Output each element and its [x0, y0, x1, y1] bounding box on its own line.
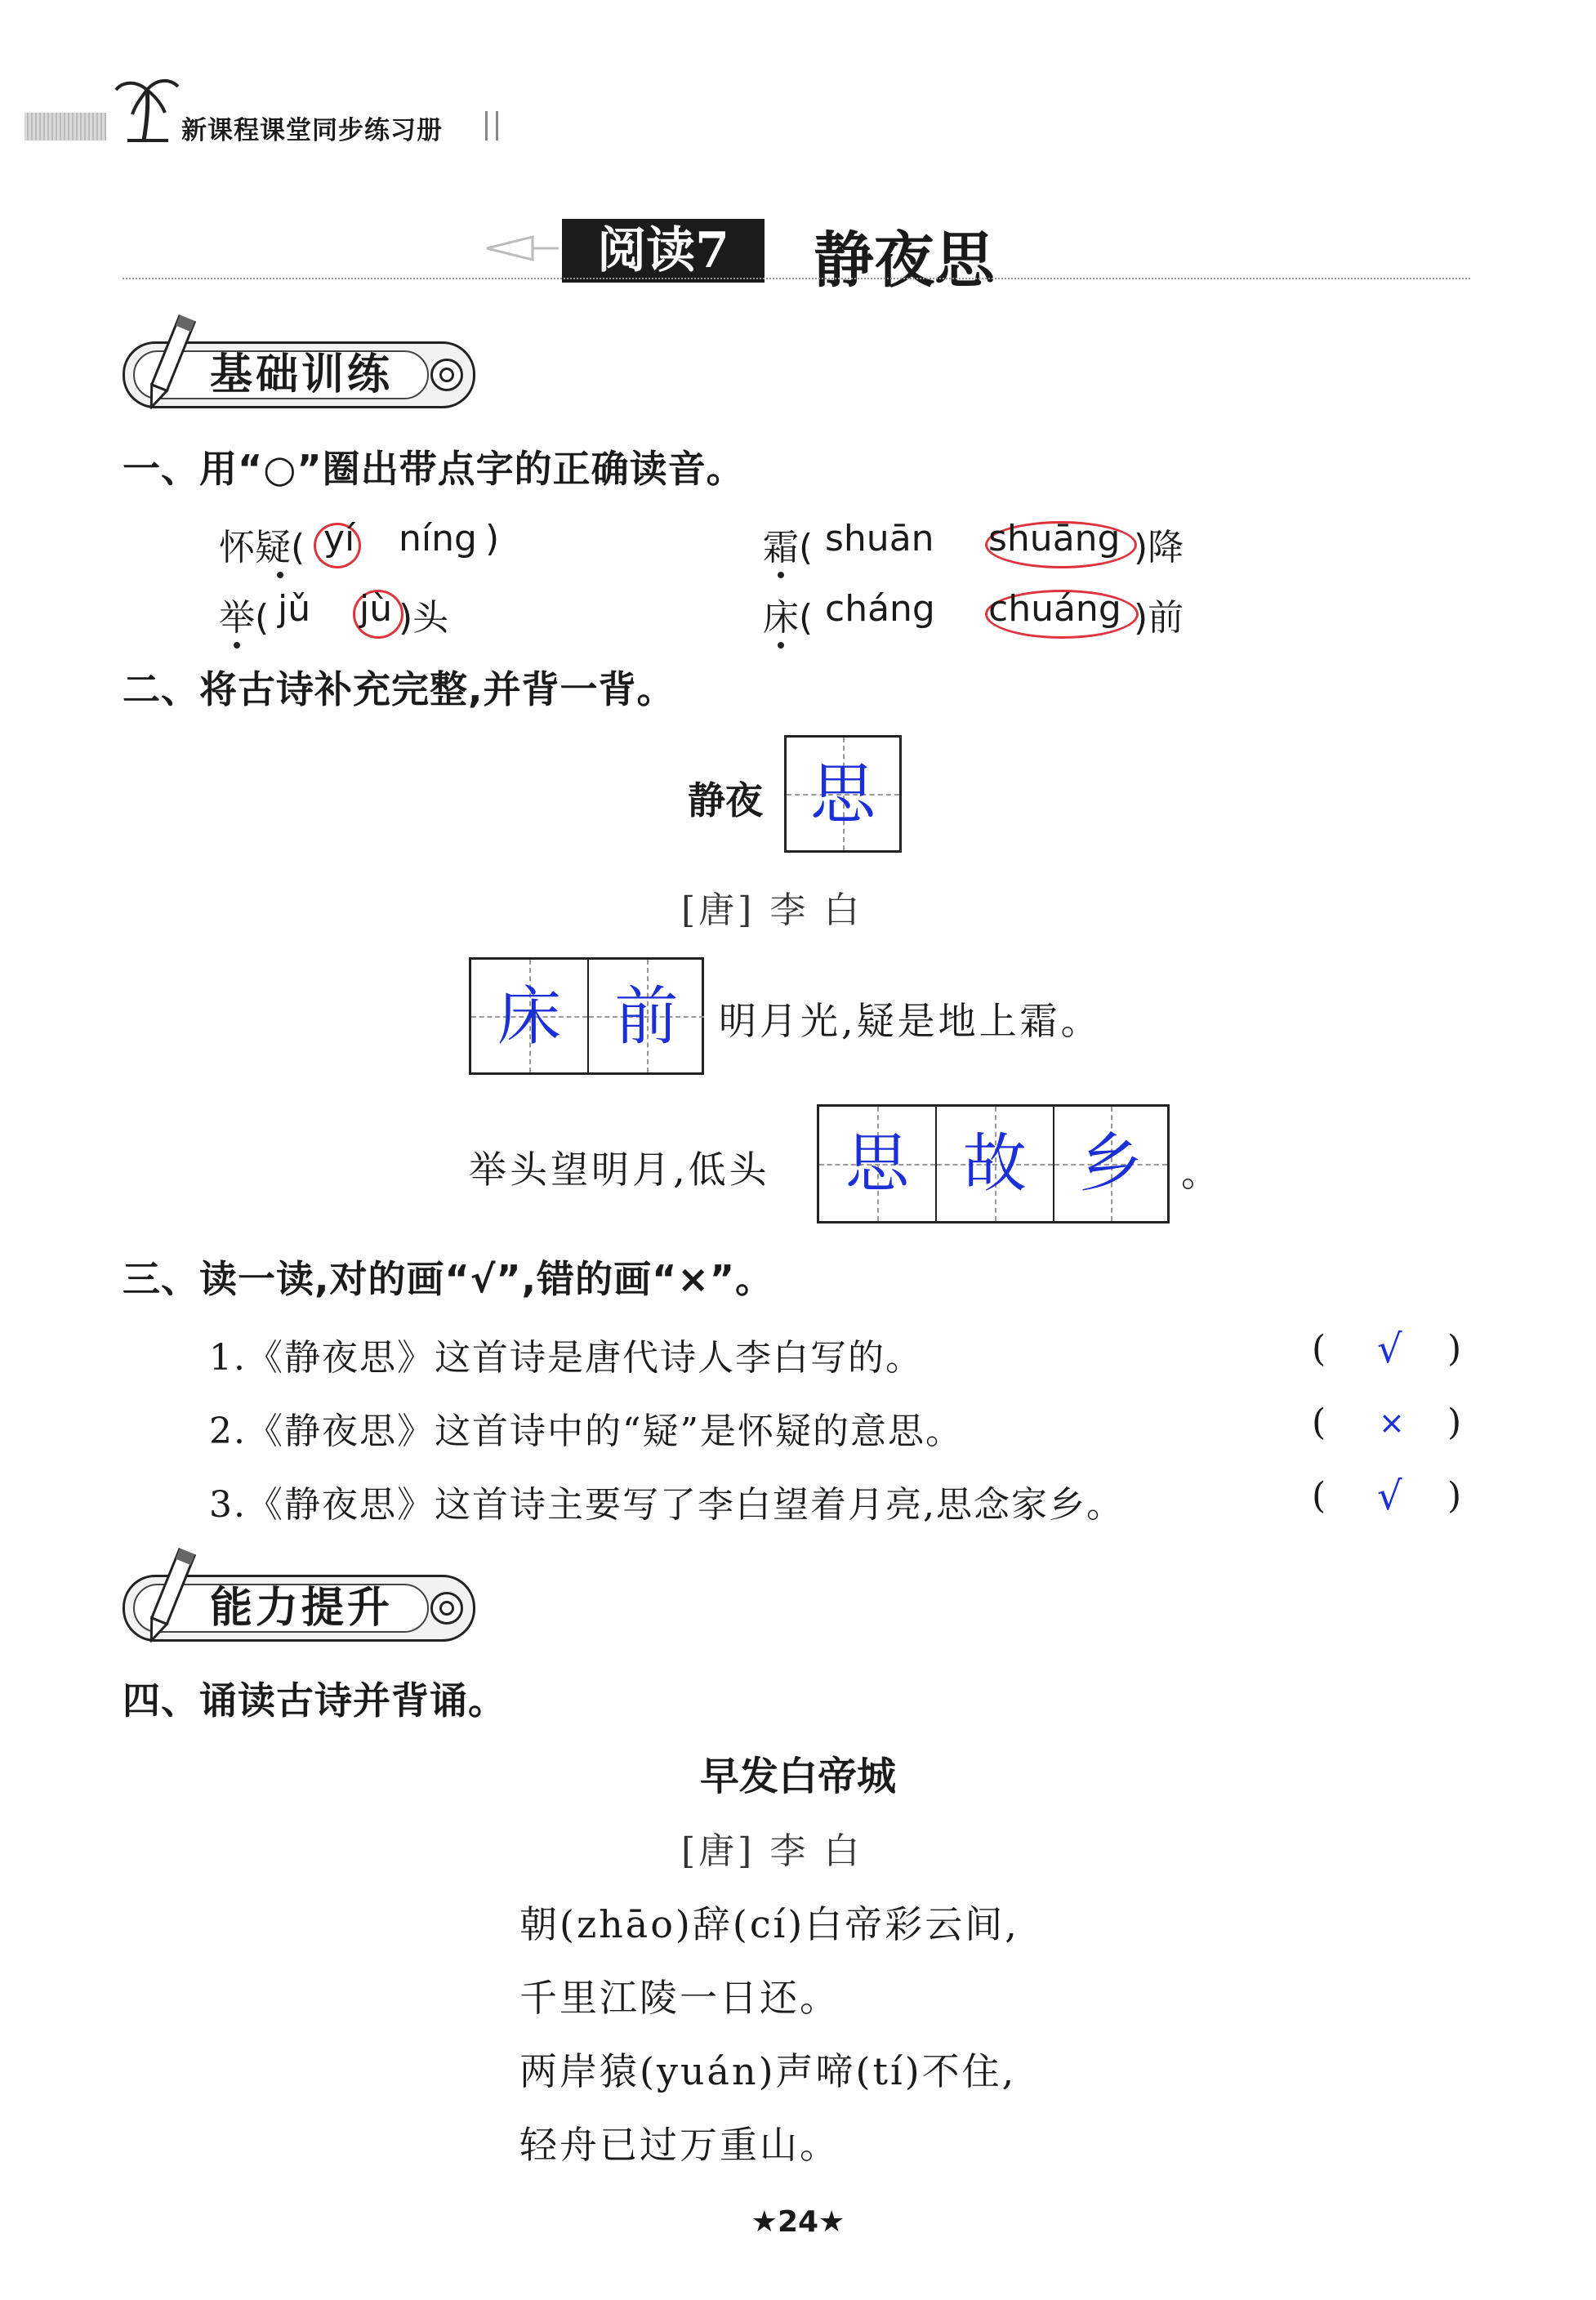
paren-close: ) [399, 597, 413, 639]
line2-answer-box [817, 1104, 1170, 1224]
q1-item-3-option-a: jǔ [278, 588, 311, 630]
grid-cell [589, 960, 704, 1072]
paren-close: ) [1447, 1475, 1462, 1517]
q1-item-3-word: 举 [219, 597, 255, 639]
header-decoration-bar [25, 113, 106, 140]
poem-2-title: 早发白帝城 [699, 1754, 896, 1799]
poem-2-line-3: 两岸猿(yuán)声啼(tí)不住, [519, 2049, 1017, 2093]
q1-item-3-tail [399, 588, 448, 640]
ring-icon [430, 359, 463, 391]
paren-open: ( [799, 597, 814, 639]
emphasis-dot [234, 642, 240, 649]
poem-2-author: [唐] 李 白 [681, 1830, 863, 1872]
line2-answer-char-3: 乡 [1078, 1127, 1143, 1201]
poem-line-2-end: 。 [1181, 1151, 1219, 1195]
ring-icon [430, 1592, 463, 1625]
q1-item-2-tail [1134, 518, 1184, 570]
q1-item-4-word: 床 [763, 597, 799, 639]
poem-line-2-prefix: 举头望明月,低头 [469, 1148, 770, 1192]
title-divider [123, 278, 1470, 279]
emphasis-dot [277, 572, 283, 578]
q1-item-4-after: 前 [1148, 597, 1184, 639]
q3-item-3-mark: √ [1377, 1473, 1402, 1519]
q1-item-2-option-b: shuāng [988, 518, 1121, 559]
header-end-bars [485, 111, 498, 140]
q1-item-1-option-b: níng [399, 518, 477, 559]
poem-author: [唐] 李 白 [681, 889, 863, 931]
paren-open: ( [799, 527, 814, 568]
paren-close: ) [485, 518, 500, 559]
paren-open: ( [1312, 1475, 1326, 1517]
paren-close: ) [1134, 527, 1148, 568]
paren-open: ( [255, 597, 270, 639]
title-answer: 思 [810, 756, 876, 832]
grid-cell [819, 1107, 937, 1221]
q1-item-2-option-a: shuān [825, 518, 934, 559]
q1-item-3 [219, 588, 269, 640]
book-title: 新课程课堂同步练习册 [181, 116, 443, 145]
section-tab-basic [123, 341, 475, 408]
paren-open: ( [1312, 1328, 1326, 1370]
poem-title-prefix: 静夜 [688, 778, 763, 822]
q1-item-4-tail [1134, 588, 1184, 640]
poem-2-line-2: 千里江陵一日还。 [519, 1976, 840, 2020]
q1-item-3-option-b: jù [359, 588, 393, 630]
lesson-number: 阅读7 [597, 222, 729, 279]
lesson-number-banner [562, 219, 765, 283]
q3-item-1-mark: √ [1377, 1326, 1402, 1372]
title-answer-box [784, 735, 902, 853]
paren-close: ) [1134, 597, 1148, 639]
banner-arrow-decoration [484, 229, 562, 268]
q3-item-2-mark: × [1379, 1405, 1405, 1441]
q1-item-1 [219, 518, 305, 570]
paren-close: ) [1447, 1402, 1462, 1443]
q1-item-1-word: 怀疑 [219, 527, 291, 568]
paren-open: ( [291, 527, 305, 568]
grid-cell [937, 1107, 1054, 1221]
q1-item-2-after: 降 [1148, 527, 1184, 568]
line1-answer-char-2: 前 [614, 980, 679, 1054]
emphasis-dot [778, 642, 784, 649]
q3-item-1-text: 1.《静夜思》这首诗是唐代诗人李白写的。 [209, 1337, 923, 1379]
q3-item-3-text: 3.《静夜思》这首诗主要写了李白望着月亮,思念家乡。 [209, 1484, 1124, 1526]
question-4-heading: 四、诵读古诗并背诵。 [123, 1678, 506, 1723]
grid-cell [471, 960, 589, 1072]
question-3-heading: 三、读一读,对的画“√”,错的画“×”。 [123, 1257, 774, 1301]
line1-answer-box [469, 957, 704, 1075]
line2-answer-char-1: 思 [845, 1127, 909, 1201]
q1-item-2 [763, 518, 813, 570]
palm-tree-icon [111, 72, 181, 142]
poem-line-1-rest: 明月光,疑是地上霜。 [719, 999, 1102, 1043]
section-label-advanced: 能力提升 [210, 1584, 394, 1633]
paren-close: ) [1447, 1328, 1462, 1370]
grid-cell [1054, 1107, 1167, 1221]
lesson-title: 静夜思 [814, 225, 995, 296]
section-tab-advanced [123, 1575, 475, 1642]
question-1-heading: 一、用“○”圈出带点字的正确读音。 [123, 447, 745, 491]
poem-2-line-1: 朝(zhāo)辞(cí)白帝彩云间, [519, 1902, 1019, 1946]
paren-open: ( [1312, 1402, 1326, 1443]
q1-item-4-option-a: cháng [825, 588, 935, 630]
line2-answer-char-2: 故 [962, 1127, 1027, 1201]
emphasis-dot [778, 572, 784, 578]
section-label-basic: 基础训练 [210, 350, 394, 399]
question-2-heading: 二、将古诗补充完整,并背一背。 [123, 667, 675, 711]
page-number: ★24★ [751, 2205, 845, 2239]
q1-item-1-option-a: yí [323, 518, 355, 559]
line1-answer-char-1: 床 [497, 980, 561, 1054]
q3-item-2-text: 2.《静夜思》这首诗中的“疑”是怀疑的意思。 [209, 1411, 963, 1452]
q1-item-3-after: 头 [412, 597, 449, 639]
poem-2-line-4: 轻舟已过万重山。 [519, 2123, 840, 2167]
q1-item-2-word: 霜 [763, 527, 799, 568]
q1-item-4 [763, 588, 813, 640]
grid-cell [787, 738, 899, 850]
q1-item-4-option-b: chuáng [988, 588, 1121, 630]
